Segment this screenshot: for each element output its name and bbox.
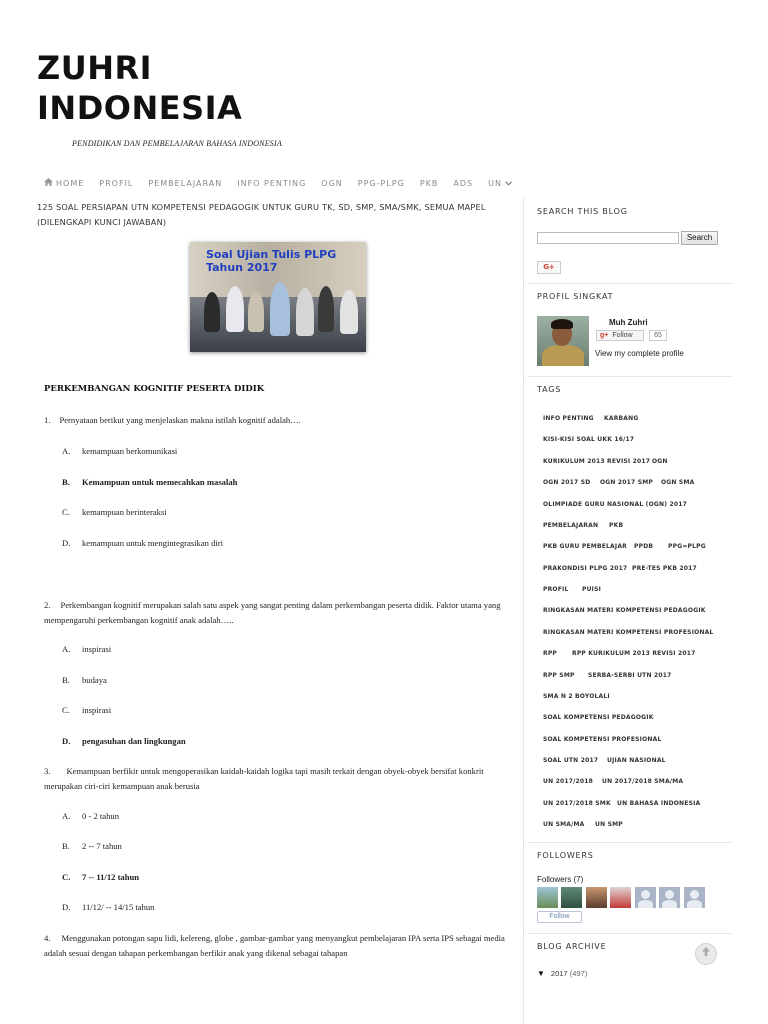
option-1d (62, 538, 223, 548)
followers-count-label: Followers (7) (537, 875, 584, 884)
option-text: budaya (82, 675, 107, 685)
follower-avatar[interactable] (659, 887, 680, 908)
tag-link[interactable]: KISI-KISI SOAL UKK 16/17 (543, 436, 635, 443)
image-person (270, 282, 290, 336)
nav-un[interactable] (488, 178, 512, 189)
option-text: inspirasi (82, 644, 112, 654)
option-2a (62, 644, 111, 654)
tag-link[interactable]: INFO PENTING (543, 415, 594, 422)
question-number: 3. (44, 766, 51, 776)
tag-link[interactable]: OGN SMA (661, 479, 695, 486)
widget-separator (527, 933, 732, 934)
tag-link[interactable]: PEMBELAJARAN (543, 522, 599, 529)
option-text: 2 -- 7 tahun (82, 841, 122, 851)
tag-link[interactable]: KURIKULUM 2013 REVISI 2017 (543, 458, 651, 465)
question-3 (44, 764, 516, 794)
scroll-to-top-button[interactable] (695, 943, 717, 965)
option-3b (62, 841, 122, 851)
tag-link[interactable]: PRE-TES PKB 2017 (632, 565, 697, 572)
followers-follow-button[interactable]: Follow (537, 911, 582, 923)
question-4 (44, 931, 518, 961)
tag-link[interactable]: PKB GURU PEMBELAJAR (543, 543, 627, 550)
tag-link[interactable]: PUISI (582, 586, 602, 593)
followers-widget-title: FOLLOWERS (537, 851, 594, 860)
tag-link[interactable]: UN SMA/MA (543, 821, 585, 828)
option-letter: D. (62, 902, 71, 912)
option-letter: D. (62, 736, 71, 746)
option-text: inspirasi (82, 705, 112, 715)
nav-ppg-plpg[interactable]: PPG-PLPG (357, 179, 405, 188)
image-person (296, 288, 314, 336)
option-text: 11/12/ -- 14/15 tahun (82, 902, 155, 912)
option-2c (62, 705, 111, 715)
tag-link[interactable]: RINGKASAN MATERI KOMPETENSI PROFESIONAL (543, 629, 714, 636)
option-text: kemampuan berinteraksi (82, 507, 167, 517)
blog-title[interactable] (37, 48, 242, 128)
widget-separator (527, 842, 732, 843)
nav-pkb[interactable]: PKB (419, 179, 439, 188)
widget-separator (527, 283, 732, 284)
tag-link[interactable]: SMA N 2 BOYOLALI (543, 693, 610, 700)
archive-year[interactable]: 2017 (550, 969, 568, 978)
post (37, 200, 517, 274)
question-number: 2. (44, 600, 51, 610)
tag-link[interactable]: RINGKASAN MATERI KOMPETENSI PEDAGOGIK (543, 607, 706, 614)
chevron-down-icon (505, 179, 512, 188)
image-caption-line1: Soal Ujian Tulis PLPG (206, 248, 337, 261)
archive-year-item[interactable] (537, 969, 587, 978)
option-1b (62, 477, 237, 487)
widget-separator (527, 376, 732, 377)
blog-tagline: PENDIDIKAN DAN PEMBELAJARAN BAHASA INDONESIA (72, 139, 282, 148)
nav-home-label: HOME (56, 179, 85, 188)
image-person (318, 286, 334, 332)
triangle-down-icon[interactable]: ▼ (537, 969, 545, 978)
question-1 (44, 413, 514, 428)
tag-link[interactable]: RPP KURIKULUM 2013 REVISI 2017 (572, 650, 696, 657)
option-2b (62, 675, 107, 685)
option-3d (62, 902, 154, 912)
option-text: Kemampuan untuk memecahkan masalah (82, 477, 238, 487)
arrow-up-icon (701, 948, 711, 960)
question-2 (44, 598, 516, 628)
question-number: 1. (44, 415, 51, 425)
post-image[interactable] (190, 242, 366, 352)
tag-link[interactable]: OGN 2017 SD (543, 479, 591, 486)
option-letter: A. (62, 811, 71, 821)
tags-widget-title: TAGS (537, 385, 562, 394)
option-letter: B. (62, 841, 70, 851)
option-text: 0 - 2 tahun (82, 811, 119, 821)
tag-link[interactable]: SOAL KOMPETENSI PROFESIONAL (543, 736, 662, 743)
tag-link[interactable]: KARBANG (604, 415, 639, 422)
blog-title-line2[interactable]: INDONESIA (37, 89, 243, 127)
question-text: Perkembangan kognitif merupakan salah satu aspek yang sangat penting dalam perkembangan peserta didik. Faktor utama yang mempengaruhi perkembangan kognitif anak adalah….. (44, 600, 501, 625)
option-text: kemampuan berkomunikasi (82, 446, 178, 456)
profile-follow-button[interactable] (596, 330, 644, 341)
archive-widget-title: BLOG ARCHIVE (537, 942, 607, 951)
tag-link[interactable]: UJIAN NASIONAL (607, 757, 666, 764)
profile-name[interactable]: Muh Zuhri (609, 318, 648, 327)
follower-avatar[interactable] (684, 887, 705, 908)
option-3c (62, 872, 139, 882)
image-person (248, 292, 264, 332)
profile-avatar[interactable] (537, 316, 589, 366)
image-caption-line2: Tahun 2017 (206, 261, 278, 274)
question-text: Kemampuan berfikir untuk mengoperasikan kaidah-kaidah logika tapi masih terkait dengan obyek-obyek bersifat konkrit merupakan ciri-ciri kemampuan anak berusia (44, 766, 484, 791)
nav-pembelajaran[interactable]: PEMBELAJARAN (148, 179, 223, 188)
option-text: pengasuhan dan lingkungan (82, 736, 186, 746)
post-title[interactable]: 125 SOAL PERSIAPAN UTN KOMPETENSI PEDAGOGIK UNTUK GURU TK, SD, SMP, SMA/SMK, SEMUA MAPEL (DILENGKAPI KUNCI JAWABAN) (37, 202, 486, 227)
option-1c (62, 507, 167, 517)
option-letter: B. (62, 675, 70, 685)
tag-link[interactable]: PRAKONDISI PLPG 2017 (543, 565, 628, 572)
tag-link[interactable]: PPG=PLPG (668, 543, 706, 550)
sidebar-divider (523, 198, 524, 1024)
archive-count: (497) (569, 969, 588, 978)
nav-ads[interactable]: ADS (453, 179, 474, 188)
follower-avatar[interactable] (610, 887, 631, 908)
search-input[interactable] (537, 232, 679, 244)
gplus-share-button[interactable] (537, 261, 561, 274)
avatar-hair (551, 319, 573, 329)
option-letter: C. (62, 507, 70, 517)
section-heading: PERKEMBANGAN KOGNITIF PESERTA DIDIK (44, 384, 265, 394)
option-letter: D. (62, 538, 71, 548)
tag-link[interactable]: UN BAHASA INDONESIA (617, 800, 701, 807)
tag-link[interactable]: UN SMP (595, 821, 623, 828)
search-widget-title: SEARCH THIS BLOG (537, 207, 628, 216)
follower-avatar[interactable] (537, 887, 558, 908)
tag-link[interactable]: SOAL UTN 2017 (543, 757, 599, 764)
option-letter: A. (62, 644, 71, 654)
avatar-body (542, 345, 584, 366)
follower-avatar[interactable] (586, 887, 607, 908)
image-person (226, 286, 244, 332)
home-icon (44, 178, 53, 189)
tag-link[interactable]: PROFIL (543, 586, 569, 593)
option-letter: B. (62, 477, 70, 487)
tag-link[interactable]: SERBA-SERBI UTN 2017 (588, 672, 672, 679)
question-number: 4. (44, 933, 51, 943)
gplus-icon: G+ (543, 263, 555, 271)
option-1a (62, 446, 177, 456)
follower-avatar[interactable] (635, 887, 656, 908)
question-text: Pernyataan berikut yang menjelaskan makna istilah kognitif adalah…. (59, 415, 301, 425)
option-letter: C. (62, 705, 70, 715)
follow-count: 65 (649, 330, 667, 341)
option-2d (62, 736, 186, 746)
tag-link[interactable]: OGN 2017 SMP (600, 479, 654, 486)
question-text: Menggunakan potongan sapu lidi, kelereng, globe , gambar-gambar yang menyangkut pembelajaran IPA serta IPS sebagai media adalah sesuai dengan tahapan perkembangan berfikir anak yang dikenal sebagai tahapan (44, 933, 505, 958)
gplus-icon: g+ (600, 332, 609, 339)
follower-avatar[interactable] (561, 887, 582, 908)
tag-link[interactable]: OGN (652, 458, 668, 465)
option-3a (62, 811, 119, 821)
option-text: 7 -- 11/12 tahun (82, 872, 140, 882)
tag-link[interactable]: OLIMPIADE GURU NASIONAL (OGN) 2017 (543, 501, 687, 508)
image-person (204, 292, 220, 332)
nav-info-penting[interactable]: INFO PENTING (237, 179, 307, 188)
option-text: kemampuan untuk mengintegrasikan diri (82, 538, 224, 548)
profile-widget-title: PROFIL SINGKAT (537, 292, 614, 301)
nav-home[interactable] (44, 178, 84, 189)
tag-link[interactable]: RPP (543, 650, 558, 657)
nav-profil[interactable]: PROFIL (99, 179, 134, 188)
option-letter: A. (62, 446, 71, 456)
blog-title-line1[interactable]: ZUHRI (37, 49, 153, 87)
nav-ogn[interactable]: OGN (321, 179, 343, 188)
tag-link[interactable]: RPP SMP (543, 672, 575, 679)
main-nav (44, 178, 527, 189)
tag-link[interactable]: PKB (609, 522, 624, 529)
follow-label: Follow (612, 332, 633, 339)
view-profile-link[interactable]: View my complete profile (595, 349, 684, 358)
tag-link[interactable]: UN 2017/2018 (543, 778, 593, 785)
tag-link[interactable]: SOAL KOMPETENSI PEDAGOGIK (543, 714, 654, 721)
nav-un-label: UN (488, 179, 502, 188)
image-caption (206, 248, 336, 274)
option-letter: C. (62, 872, 71, 882)
image-person (340, 290, 358, 334)
tag-link[interactable]: UN 2017/2018 SMA/MA (602, 778, 684, 785)
tag-link[interactable]: PPDB (634, 543, 654, 550)
search-button[interactable]: Search (681, 231, 718, 245)
tag-link[interactable]: UN 2017/2018 SMK (543, 800, 611, 807)
